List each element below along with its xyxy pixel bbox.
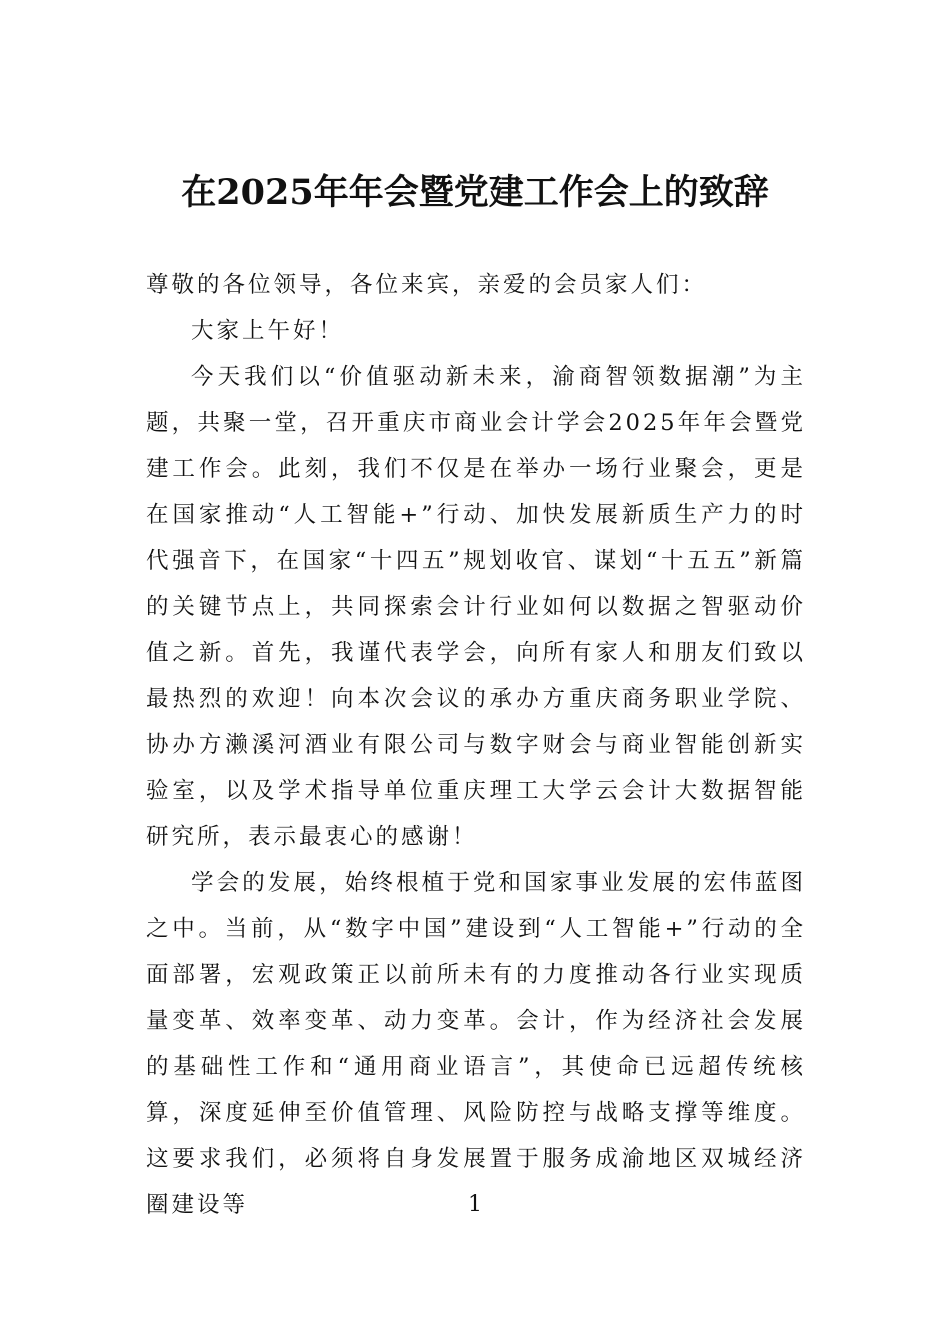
greeting-paragraph: 大家上午好！ xyxy=(191,318,345,344)
salutation-paragraph: 尊敬的各位领导，各位来宾，亲爱的会员家人们： xyxy=(146,272,708,298)
opening-paragraph: 今天我们以“价值驱动新未来，渝商智领数据潮”为主题，共聚一堂，召开重庆市商业会计学会2025年年会暨党建工作会。此刻，我们不仅是在举办一场行业聚会，更是在国家推动“人工智能+”行动、加快发展新质生产力的时代强音下，在国家“十四五”规划收官、谋划“十五五”新篇的关键节点上，共同探索会计行业如何以数据之智驱动价值之新。首先，我谨代表学会，向所有家人和朋友们致以最热烈的欢迎！向本次会议的承办方重庆商务职业学院、协办方濑溪河酒业有限公司与数字财会与商业智能创新实验室，以及学术指导单位重庆理工大学云会计大数据智能研究所，表示最衷心的感谢！ xyxy=(146,364,806,850)
page-number: 1 xyxy=(468,1192,482,1217)
document-title: 在2025年年会暨党建工作会上的致辞 xyxy=(181,172,769,213)
development-paragraph: 学会的发展，始终根植于党和国家事业发展的宏伟蓝图之中。当前，从“数字中国”建设到“人工智能+”行动的全面部署，宏观政策正以前所未有的力度推动各行业实现质量变革、效率变革、动力变革。会计，作为经济社会发展的基础性工作和“通用商业语言”，其使命已远超传统核算，深度延伸至价值管理、风险防控与战略支撑等维度。这要求我们，必须将自身发展置于服务成渝地区双城经济圈建设等 xyxy=(146,870,806,1218)
document-body xyxy=(146,262,806,1228)
